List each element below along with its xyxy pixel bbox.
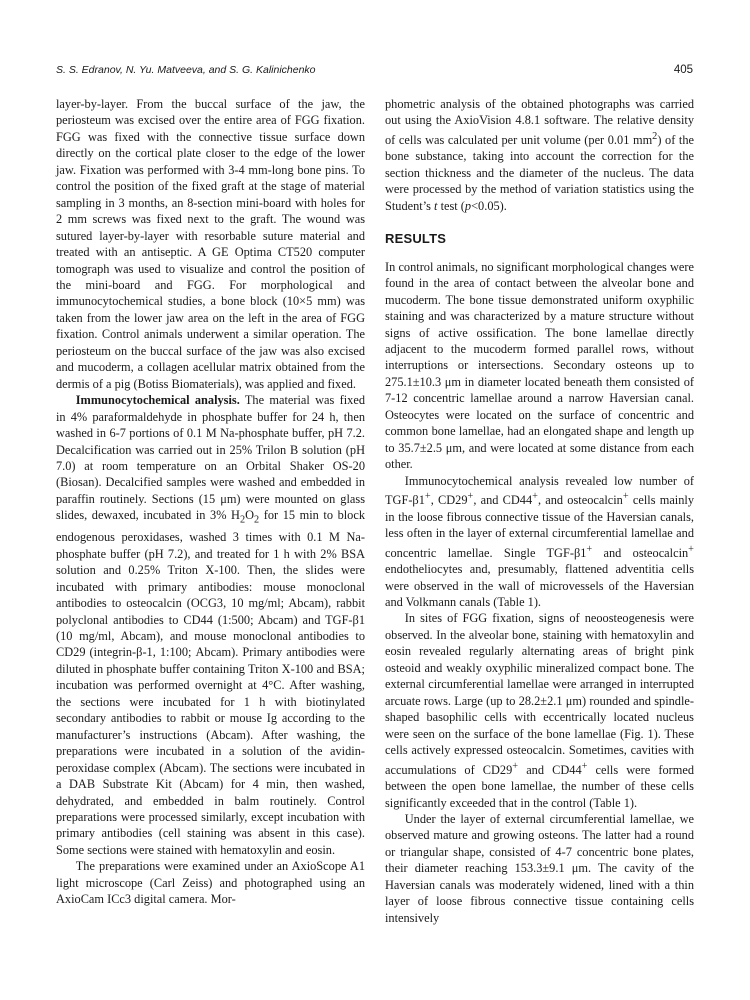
morphometry-text-d: <0.05). [471, 198, 507, 213]
methods-paragraph-immunocytochemistry [56, 392, 365, 858]
running-header [56, 64, 693, 80]
icc-text-f: and osteocalcin [592, 545, 689, 560]
plus-superscript: + [424, 491, 431, 503]
methods-paragraph-surgery: layer-by-layer. From the buccal surface of the jaw, the periosteum was excised over the entire area of FGG fixation. FGG was fixed with the connective tissue surface down directly on the cortical plate closer to the edge of the lower jaw. Fixation was performed with 3-4 mm-long bone pins. To control the position of the fixed graft at the stage of material sampling in 3 months, an 8-section mini-board with holes for 2 mm screws was fixed next to the graft. The wound was sutured layer-by-layer with resorbable suture material and treated with an antiseptic. A GE Optima CT520 computer tomograph was used to visualize and control the position of the mini-board and FGG. For morphological and immunocytochemical studies, a bone block (10×5 mm) was taken from the lower jaw area on the left in the area of FGG fixation. Control animals underwent a similar operation. The periosteum on the buccal surface of the jaw was also excised and mucoderm, a collagen acellular matrix obtained from the dermis of a pig (Botiss Biomaterials), was applied and fixed. [56, 97, 365, 391]
immunocytochemistry-text-a: The material was fixed in 4% paraformaldehyde in phosphate buffer for 24 h, then washed in 6-7 portions of 0.1 M Na-phosphate buffer, pH 7.2. Decalcification was carried out in 25% Trilon B solution (pH 7.0) at room temperature on an Orbital Shaker OS-20 (Biosan). Decalcified samples were washed and embedded in paraffin routinely. Sections (15 μm) were mounted on glass slides, dewaxed, incubated in 3% H [56, 393, 365, 523]
right-column [385, 96, 694, 926]
icc-text-b: , CD29 [430, 493, 468, 508]
results-paragraph-control: In control animals, no significant morphological changes were found in the area of contact between the alveolar bone and mucoderm. The bone tissue demonstrated uniform oxyphilic staining and was characterized by a mature structure without signs of active ossification. The bone lamellae directly adjacent to the mucoderm formed parallel rows, without interruptions or intersections. Secondary osteons up to 275.1±10.3 μm in diameter located beneath them consisted of 7-12 concentric lamellae around a narrow Haversian canal. Osteocytes were located on the surface of concentric and common bone lamellae, had an elongated shape and length up to 35.7±2.5 μm, and were located at some distance from each other. [385, 259, 694, 472]
fgg-text-a: In sites of FGG fixation, signs of neoosteogenesis were observed. In the alveolar bone, staining with hematoxylin and eosin revealed regularly alternating areas of bright pink osteoid and weakly oxyphilic mineralized compact bone. The external circumferential lamellae were arranged in interrupted arcuate rows. Large (up to 28.2±2.1 μm) rounded and spindle-shaped basophilic cells with eccentrically located nucleus were seen on the surface of the bone lamellae (Fig. 1). These cells actively expressed osteocalcin. Sometimes, cavities with accumulations of CD29 [385, 611, 694, 777]
immunocytochemistry-text-c: for 15 min to block endogenous peroxidases, washed 3 times with 0.1 M Na-phosphate buffer (pH 7.2), and treated for 1 h with 2% BSA solution and 0.25% Triton X-100. Then, the slides were incubated with primary antibodies: mouse monoclonal antibodies to osteocalcin (OCG3, 10 mg/ml; Abcam), rabbit polyclonal antibodies to CD44 (1:500; Abcam) and TGF-β1 (10 mg/ml, Abcam), and mouse monoclonal antibodies to CD29 (integrin-β-1, 1:100; Abcam). Primary antibodies were diluted in phosphate buffer containing Triton X-100 and BSA; incubation was performed overnight at 4°C. After washing, the sections were incubated for 1 h with biotinylated secondary antibodies to rabbit or mouse Ig according to the manufacturer’s instructions (Abcam). After washing, the preparations were incubated in a solution of the avidin-peroxidase complex (Abcam). The sections were incubated in a DAB Substrate Kit (Abcam) for 4 min, then washed, dehydrated, and embedded in balm routinely. Control preparations were processed similarly, except incubation with primary antibodies (cell staining was absent in this case). Some sections were stained with hematoxylin and eosin. [56, 508, 365, 857]
t-test-italic: t [434, 198, 438, 213]
morphometry-text-b: ) of the bone substance, taking into account the correction for the section thickness and the diameter of the nucleus. The data were processed by the method of variation statistics using the Student’s [385, 133, 694, 213]
fgg-text-b: and CD44 [518, 762, 582, 777]
plus-superscript: + [688, 543, 694, 555]
plus-superscript: + [586, 543, 593, 555]
results-paragraph-osteons: Under the layer of external circumferential lamellae, we observed mature and growing osteons. The latter had a round or triangular shape, consisted of 4-7 concentric bone plates, their diameter reaching 153.3±9.1 μm. The cavity of the Haversian canals was moderately widened, lined with a thin layer of loose fibrous connective tissue containing cells intensively [385, 812, 694, 925]
running-header-authors: S. S. Edranov, N. Yu. Matveeva, and S. G. Kalinichenko [56, 64, 316, 76]
plus-superscript: + [512, 760, 519, 772]
h2o2-subscript-2: 2 [239, 514, 246, 526]
icc-text-c: , and CD44 [473, 493, 533, 508]
morphometry-text-c: test ( [437, 198, 465, 213]
page-number: 405 [673, 64, 693, 76]
icc-text-a: Immunocytochemical analysis revealed low number of TGF-β1 [385, 473, 694, 508]
h2o2-subscript-2b: 2 [254, 514, 260, 526]
morphometry-text-a: phometric analysis of the obtained photographs was carried out using the AxioVision 4.8.1 software. The relative density of cells was calculated per unit volume (per 0.01 mm [385, 97, 694, 148]
methods-paragraph-morphometry [385, 96, 694, 214]
icc-text-g: endotheliocytes and, presumably, flattened adventitia cells were observed in the wall of microvessels of the Haversian and Volkmann canals (Table 1). [385, 562, 694, 610]
plus-superscript: + [467, 491, 474, 503]
plus-superscript: + [532, 491, 538, 503]
mm2-superscript: 2 [652, 130, 658, 142]
plus-superscript: + [581, 760, 588, 772]
icc-text-d: , and osteocalcin [537, 493, 623, 508]
p-value-italic: p [464, 198, 472, 213]
immunocytochemistry-text-b: O [245, 508, 255, 523]
results-paragraph-fgg-fixation [385, 610, 694, 811]
immunocytochemistry-run-in-heading: Immunocytochemical analysis. [75, 393, 240, 408]
plus-superscript: + [622, 491, 629, 503]
left-column [56, 96, 365, 908]
results-paragraph-immunocytochemical [385, 473, 694, 611]
fgg-text-c: cells were formed between the open bone lamellae, the number of these cells significantly exceeded that in the control (Table 1). [385, 762, 694, 810]
methods-paragraph-microscopy: The preparations were examined under an AxioScope A1 light microscope (Carl Zeiss) and photographed using an AxioCam ICc3 digital camera. Mor- [56, 859, 365, 907]
results-section-title: RESULTS [385, 231, 447, 247]
icc-text-e: cells mainly in the loose fibrous connective tissue of the Haversian canals, less often in the layer of external circumferential lamellae and concentric lamellae. Single TGF-β1 [385, 493, 694, 560]
